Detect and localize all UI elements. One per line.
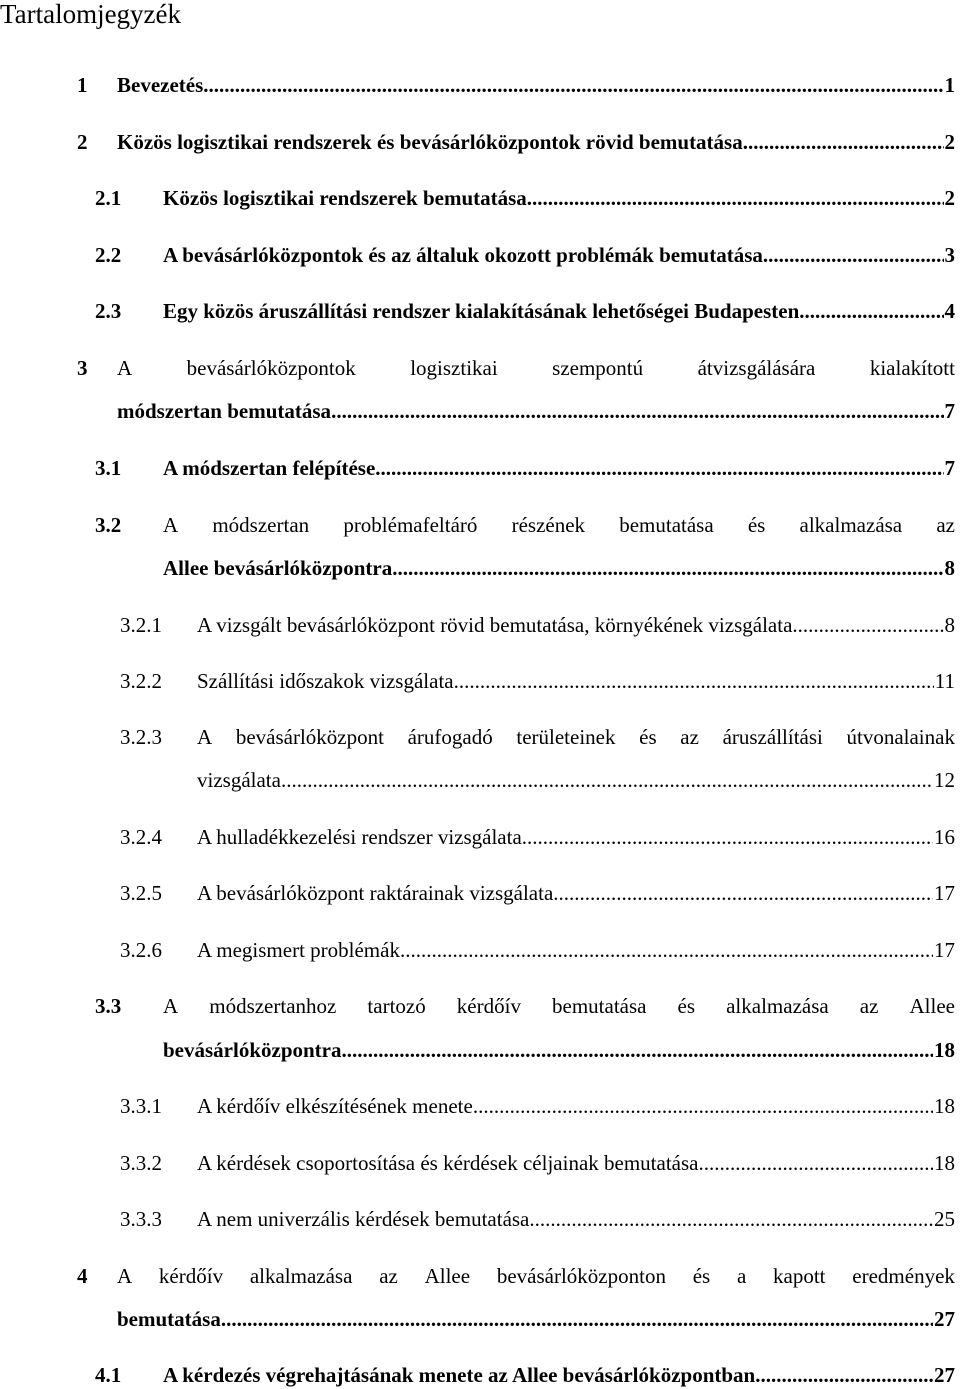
toc-entry-page: 27	[934, 1363, 955, 1387]
toc-entry-number: 3.2.3	[120, 725, 162, 749]
toc-entry-page: 8	[944, 556, 955, 580]
dot-leader	[203, 72, 943, 98]
toc-entry-page: 7	[944, 456, 955, 480]
toc-entry-title: A hulladékkezelési rendszer vizsgálata	[197, 825, 522, 849]
toc-entry-title: Egy közös áruszállítási rendszer kialakításának lehetőségei Budapesten	[163, 299, 800, 323]
toc-entry-title: bevásárlóközpontra	[163, 1038, 342, 1062]
toc-entry-number: 4.1	[95, 1363, 122, 1387]
dot-leader	[792, 612, 943, 638]
toc-entry-number: 3.2.6	[120, 938, 162, 962]
toc-entry-title-line: A bevásárlóközpont árufogadó területeinek és az áruszállítási útvonalainak	[197, 725, 955, 749]
toc-entry-page: 18	[934, 1038, 955, 1062]
toc-entry-title: A vizsgált bevásárlóközpont rövid bemutatása, környékének vizsgálata	[197, 613, 793, 637]
toc-entry-title: Közös logisztikai rendszerek és bevásárlóközpontok rövid bemutatása	[117, 130, 743, 154]
toc-entry-number: 1	[77, 73, 88, 97]
toc-entry-title: A nem univerzális kérdések bemutatása	[197, 1207, 530, 1231]
dot-leader	[400, 937, 933, 963]
toc-entry-page: 2	[944, 130, 955, 154]
toc-entry-number: 2.3	[95, 299, 122, 323]
toc-entry-page: 8	[944, 613, 955, 637]
toc-entry-title: A kérdezés végrehajtásának menete az Allee bevásárlóközpontban	[163, 1363, 756, 1387]
toc-entry-title-line: A kérdőív alkalmazása az Allee bevásárlóközponton és a kapott eredmények	[117, 1264, 955, 1288]
dot-leader	[331, 398, 943, 424]
toc-entry-page: 18	[934, 1094, 955, 1118]
dot-leader	[763, 242, 944, 268]
dot-leader	[522, 824, 933, 850]
toc-entry-number: 3.1	[95, 456, 122, 480]
dot-leader	[529, 1206, 933, 1232]
toc-entry-title: Közös logisztikai rendszerek bemutatása	[163, 186, 527, 210]
toc-entry-title-line: A módszertanhoz tartozó kérdőív bemutatása és alkalmazása az Allee	[163, 994, 955, 1018]
dot-leader	[553, 880, 933, 906]
toc-entry-number: 3.3	[95, 994, 122, 1018]
toc-entry-page: 4	[944, 299, 955, 323]
toc-entry-title: A kérdések csoportosítása és kérdések céljainak bemutatása	[197, 1151, 699, 1175]
page-title: Tartalomjegyzék	[0, 0, 182, 29]
toc-entry-number: 3.2.5	[120, 881, 162, 905]
toc-entry-number: 3.2.1	[120, 613, 162, 637]
toc-entry-number: 2	[77, 130, 88, 154]
toc-entry-page: 27	[934, 1307, 955, 1331]
dot-leader	[375, 455, 943, 481]
dot-leader	[221, 1306, 933, 1332]
dot-leader	[342, 1037, 934, 1063]
toc-entry-title: Bevezetés	[117, 73, 204, 97]
toc-entry-title-line: A módszertan problémafeltáró részének bemutatása és alkalmazása az	[163, 513, 955, 537]
dot-leader	[454, 668, 934, 694]
toc-entry-page: 17	[934, 881, 955, 905]
dot-leader	[527, 185, 944, 211]
toc-entry-number: 3.2	[95, 513, 122, 537]
toc-entry-page: 12	[934, 768, 955, 792]
toc-entry-number: 4	[77, 1264, 88, 1288]
toc-entry-title: Allee bevásárlóközpontra	[163, 556, 393, 580]
dot-leader	[281, 767, 933, 793]
toc-entry-title-line: A bevásárlóközpontok logisztikai szempontú átvizsgálására kialakított	[117, 356, 955, 380]
toc-entry-title: módszertan bemutatása	[117, 399, 332, 423]
dot-leader	[799, 298, 943, 324]
toc-entry-title: A kérdőív elkészítésének menete	[197, 1094, 473, 1118]
toc-entry-page: 2	[944, 186, 955, 210]
toc-entry-title: bemutatása	[117, 1307, 221, 1331]
toc-entry-title: A bevásárlóközpont raktárainak vizsgálata	[197, 881, 554, 905]
toc-entry-page: 11	[934, 669, 955, 693]
toc-entry-number: 3.2.4	[120, 825, 162, 849]
toc-entry-page: 17	[934, 938, 955, 962]
dot-leader	[392, 555, 943, 581]
toc-entry-page: 18	[934, 1151, 955, 1175]
toc-entry-title: vizsgálata	[197, 768, 281, 792]
toc-entry-page: 3	[944, 243, 955, 267]
toc-entry-page: 1	[944, 73, 955, 97]
dot-leader	[755, 1362, 933, 1388]
toc-entry-title: Szállítási időszakok vizsgálata	[197, 669, 454, 693]
dot-leader	[698, 1150, 933, 1176]
dot-leader	[743, 129, 944, 155]
dot-leader	[473, 1093, 933, 1119]
toc-entry-title: A megismert problémák	[197, 938, 400, 962]
toc-entry-page: 16	[934, 825, 955, 849]
toc-entry-number: 3.3.2	[120, 1151, 162, 1175]
toc-entry-title: A bevásárlóközpontok és az általuk okozott problémák bemutatása	[163, 243, 763, 267]
toc-entry-number: 3	[77, 356, 88, 380]
toc-entry-number: 3.3.3	[120, 1207, 162, 1231]
toc-entry-number: 3.3.1	[120, 1094, 162, 1118]
toc-entry-number: 2.1	[95, 186, 122, 210]
toc-entry-number: 2.2	[95, 243, 122, 267]
toc-entry-page: 7	[944, 399, 955, 423]
toc-entry-title: A módszertan felépítése	[163, 456, 376, 480]
toc-entry-page: 25	[934, 1207, 955, 1231]
toc-entry-number: 3.2.2	[120, 669, 162, 693]
